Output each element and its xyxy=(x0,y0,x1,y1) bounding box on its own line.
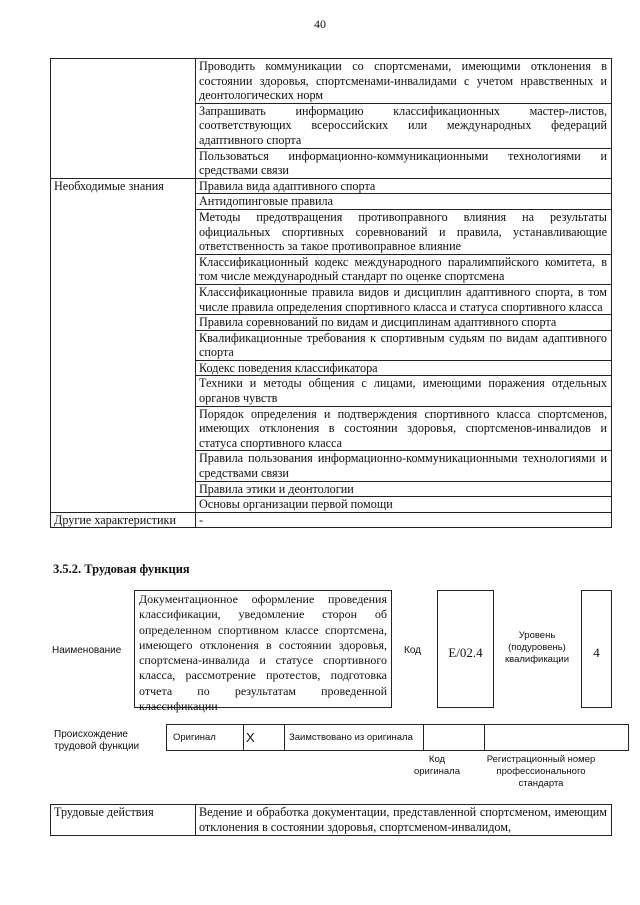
reg-number-cell xyxy=(485,725,629,751)
row-text: Классификационные правила видов и дисциплин адаптивного спорта, в том числе правила определения спортивного класса и статуса спортивного класса xyxy=(196,284,612,314)
qualification-level: 4 xyxy=(581,590,612,708)
function-code: E/02.4 xyxy=(437,590,494,708)
row-label: Необходимые знания xyxy=(51,178,196,512)
original-label: Оригинал xyxy=(167,725,244,751)
function-name-text: Документационное оформление проведения классификации, уведомление сторон об определенном спортивном классе спортсмена, имеющего отклонения в состоянии здоровья, спортсмена-инвалида и статусе спортивного класса, рассмотрение протестов, подготовка отчета по результатам проведенной классификации xyxy=(134,590,392,708)
row-text: Правила соревнований по видам и дисциплинам адаптивного спорта xyxy=(196,315,612,331)
reg-number-caption: Регистрационный номер профессионального стандарта xyxy=(486,754,596,789)
labor-actions-table xyxy=(50,804,612,836)
original-code-cell xyxy=(424,725,485,751)
row-text: Техники и методы общения с лицами, имеющими поражения отдельных органов чувств xyxy=(196,376,612,406)
row-text: Методы предотвращения противоправного влияния на результаты официальных спортивных соревнований и правила, устанавливающие ответственность за такое противоправное влияние xyxy=(196,209,612,254)
labor-actions-text: Ведение и обработка документации, представленной спортсменом, имеющим отклонения в состоянии здоровья, спортсменом-инвалидом, xyxy=(196,805,612,836)
row-label: Другие характеристики xyxy=(51,512,196,528)
row-label xyxy=(51,59,196,179)
row-text: Проводить коммуникации со спортсменами, имеющими отклонения в состоянии здоровья, спортсменами-инвалидами с учетом нравственных и деонтологических норм xyxy=(196,59,612,104)
qualification-level-label: Уровень (подуровень) квалификации xyxy=(504,630,570,665)
other-row xyxy=(51,512,612,528)
section-title: 3.5.2. Трудовая функция xyxy=(53,562,190,576)
page-number: 40 xyxy=(314,17,326,31)
knowledge-row xyxy=(51,178,612,194)
row-text: Основы организации первой помощи xyxy=(196,497,612,513)
row-text: Классификационный кодекс международного паралимпийского комитета, в том числе международный стандарт по оценке спортсмена xyxy=(196,254,612,284)
row-text: Правила этики и деонтологии xyxy=(196,481,612,497)
row-text: Антидопинговые правила xyxy=(196,194,612,210)
row-text: Запрашивать информацию классификационных мастер-листов, соответствующих всероссийских или международных федераций адаптивного спорта xyxy=(196,103,612,148)
original-code-caption: Код оригинала xyxy=(413,754,460,777)
row-text: Правила вида адаптивного спорта xyxy=(196,178,612,194)
borrowed-label: Заимствовано из оригинала xyxy=(285,725,424,751)
origin-table xyxy=(166,724,629,751)
function-name-label: Наименование xyxy=(52,645,122,656)
skill-row xyxy=(51,59,612,104)
row-text: Квалификационные требования к спортивным судьям по видам адаптивного спорта xyxy=(196,330,612,360)
row-text: Правила пользования информационно-коммуникационными технологиями и средствами связи xyxy=(196,451,612,481)
row-text: Порядок определения и подтверждения спортивного класса спортсменов, имеющих отклонения в состоянии здоровья, спортсменов-инвалидов и статуса спортивного класса xyxy=(196,406,612,451)
original-mark: X xyxy=(244,725,285,751)
origin-label: Происхождение трудовой функции xyxy=(54,729,140,752)
function-code-label: Код xyxy=(404,645,422,656)
requirements-table xyxy=(50,58,612,528)
row-text: - xyxy=(196,512,612,528)
row-text: Кодекс поведения классификатора xyxy=(196,360,612,376)
row-text: Пользоваться информационно-коммуникационными технологиями и средствами связи xyxy=(196,148,612,178)
labor-actions-label: Трудовые действия xyxy=(51,805,196,836)
